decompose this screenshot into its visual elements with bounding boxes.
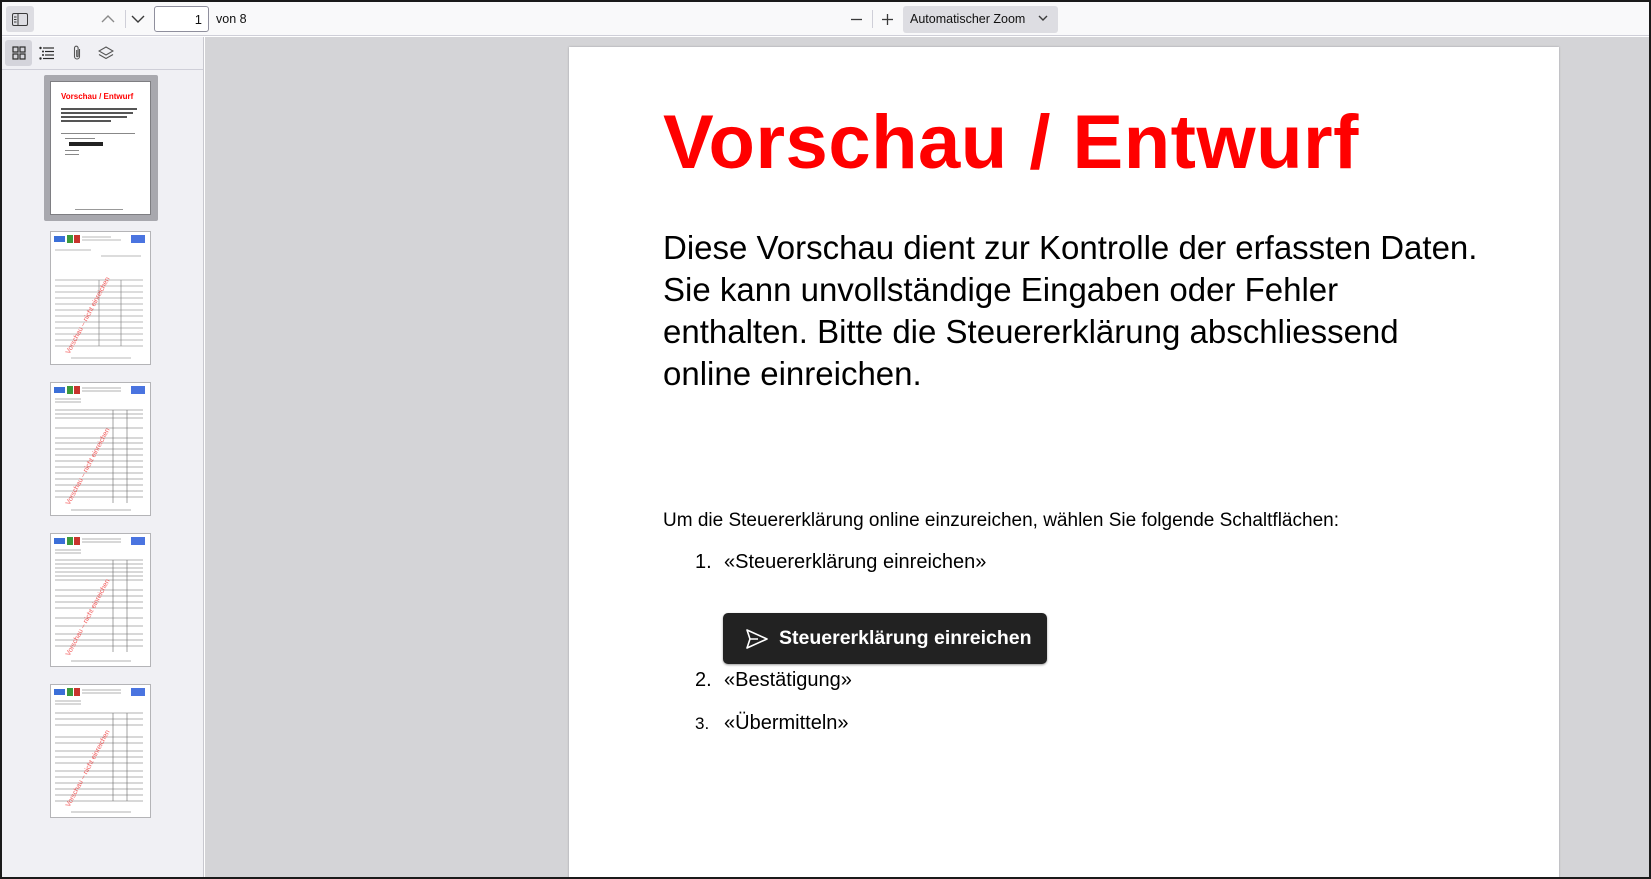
step-number: 3. (695, 714, 710, 733)
previous-page-button[interactable] (94, 6, 122, 32)
instruction-text: Um die Steuererklärung online einzureichen, wählen Sie folgende Schaltflächen: (663, 510, 1339, 531)
sidebar-tool-bar (2, 37, 203, 70)
thumbnail-text-line (61, 133, 135, 134)
layers-view-button[interactable] (92, 40, 119, 66)
next-page-button[interactable] (124, 6, 152, 32)
zoom-select[interactable] (903, 6, 1058, 33)
thumbnail-text-line (65, 150, 79, 151)
step-number: 2. (695, 669, 712, 691)
step-label: «Übermitteln» (724, 712, 849, 734)
thumbnail-text-line (61, 120, 111, 122)
step-item (695, 669, 852, 692)
plus-icon (881, 13, 894, 26)
document-page (569, 47, 1559, 877)
step-label: «Steuererklärung einreichen» (724, 551, 987, 573)
chevron-up-icon (101, 15, 115, 23)
thumbnail-page-2[interactable] (44, 226, 158, 372)
zoom-out-button[interactable] (842, 6, 870, 32)
thumbnail-text-line (61, 116, 127, 118)
thumbnail-watermark: Vorschau – nicht einreichen (65, 729, 112, 809)
sidebar (2, 37, 204, 877)
thumbnail-watermark: Vorschau – nicht einreichen (65, 578, 112, 658)
sidebar-toggle-button[interactable] (6, 6, 34, 32)
thumbnail-text-line (65, 138, 95, 139)
thumbnail-watermark: Vorschau – nicht einreichen (65, 276, 112, 356)
page-count-label: von 8 (216, 12, 247, 26)
send-icon (745, 628, 769, 650)
page-title: Vorschau / Entwurf (663, 100, 1359, 185)
thumbnail-footer (75, 209, 123, 210)
toolbar (2, 2, 1649, 36)
chevron-down-icon (1037, 12, 1049, 24)
sidebar-toggle-icon (12, 13, 28, 26)
zoom-in-button[interactable] (873, 6, 901, 32)
submit-tax-return-button (723, 613, 1047, 664)
thumbnail-image (51, 82, 150, 214)
intro-paragraph: Diese Vorschau dient zur Kontrolle der erfassten Daten. Sie kann unvollständige Eingaben oder Fehler enthalten. Bitte die Steuererklärung abschliessend online einreichen. (663, 229, 1478, 392)
thumbnails-icon (12, 46, 26, 60)
document-viewer[interactable] (205, 37, 1649, 877)
thumbnail-page-3[interactable] (44, 377, 158, 523)
minus-icon (850, 13, 863, 26)
thumbnail-button-mark (69, 142, 103, 146)
thumbnail-page-1[interactable] (44, 75, 158, 221)
step-item (695, 712, 849, 735)
page-number-input[interactable] (154, 6, 209, 32)
layers-icon (98, 46, 114, 60)
thumbnail-image (51, 534, 150, 666)
thumbnail-image (51, 383, 150, 515)
thumbnail-text-line (65, 154, 79, 155)
step-item (695, 551, 986, 574)
step-number: 1. (695, 551, 712, 573)
thumbnail-text-line (61, 108, 137, 110)
chevron-down-icon (131, 15, 145, 23)
thumbnail-page-5[interactable] (44, 679, 158, 825)
paperclip-icon (72, 45, 82, 61)
thumbnail-page-4[interactable] (44, 528, 158, 674)
thumbnail-list (2, 71, 203, 877)
step-label: «Bestätigung» (724, 669, 852, 691)
thumbnails-view-button[interactable] (5, 40, 32, 66)
thumbnail-text-line (61, 112, 133, 114)
thumbnail-image (51, 232, 150, 364)
outline-icon (39, 46, 55, 60)
attachments-view-button[interactable] (63, 40, 90, 66)
thumbnail-image (51, 685, 150, 817)
thumbnail-title: Vorschau / Entwurf (61, 92, 134, 101)
outline-view-button[interactable] (33, 40, 60, 66)
submit-button-label: Steuererklärung einreichen (779, 627, 1032, 649)
zoom-select-value: Automatischer Zoom (910, 12, 1026, 26)
thumbnail-watermark: Vorschau – nicht einreichen (65, 427, 112, 507)
